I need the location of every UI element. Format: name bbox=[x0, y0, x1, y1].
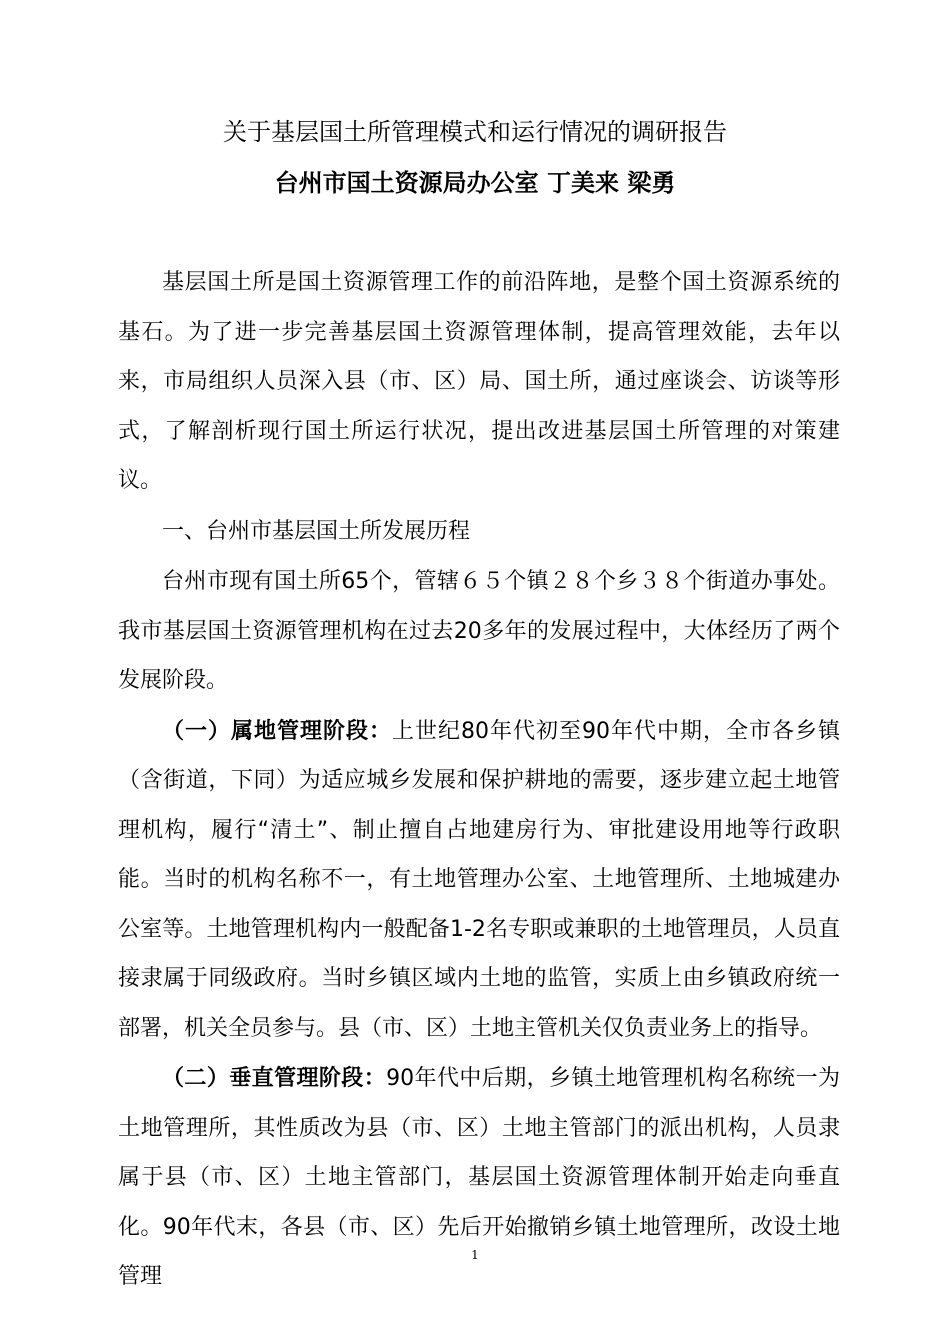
paragraph-overview: 台州市现有国土所65个，管辖６５个镇２８个乡３８个街道办事处。我市基层国土资源管理机构在过去20多年的发展过程中，大体经历了两个发展阶段。 bbox=[118, 569, 840, 693]
stage-one-label: （一）属地管理阶段： bbox=[162, 718, 392, 744]
paragraph-intro: 基层国土所是国土资源管理工作的前沿阵地，是整个国土资源系统的基石。为了进一步完善基层国土资源管理体制，提高管理效能，去年以来，市局组织人员深入县（市、区）局、国土所，通过座谈会、访谈等形式，了解剖析现行国土所运行状况，提出改进基层国土所管理的对策建议。 bbox=[118, 270, 840, 493]
stage-two-label: （二）垂直管理阶段： bbox=[162, 1066, 387, 1091]
stage-two-text: 90年代中后期，乡镇土地管理机构名称统一为土地管理所，其性质改为县（市、区）土地主管部门的派出机构，人员隶属于县（市、区）土地主管部门，基层国土资源管理体制开始走向垂直化。90年代末，各县（市、区）先后开始撤销乡镇土地管理所，改设土地管理 bbox=[118, 1066, 840, 1289]
document-body bbox=[118, 258, 840, 1303]
document-title: 关于基层国土所管理模式和运行情况的调研报告 bbox=[223, 118, 727, 146]
document-subtitle: 台州市国土资源局办公室 丁美来 梁勇 bbox=[274, 169, 676, 197]
stage-one-text: 上世纪80年代初至90年代中期，全市各乡镇（含街道，下同）为适应城乡发展和保护耕地的需要，逐步建立起土地管理机构，履行“清土”、制止擅自占地建房行为、审批建设用地等行政职能。当时的机构名称不一，有土地管理办公室、土地管理所、土地城建办公室等。土地管理机构内一般配备1-2名专职或兼职的土地管理员，人员直接隶属于同级政府。当时乡镇区域内土地的监管，实质上由乡镇政府统一部署，机关全员参与。县（市、区）土地主管机关仅负责业务上的指导。 bbox=[118, 718, 840, 1041]
section-heading: 一、台州市基层国土所发展历程 bbox=[162, 518, 471, 544]
paragraph-stage-two bbox=[118, 1054, 840, 1302]
paragraph-stage-one bbox=[118, 707, 840, 1054]
page-number: 1 bbox=[471, 1248, 479, 1262]
